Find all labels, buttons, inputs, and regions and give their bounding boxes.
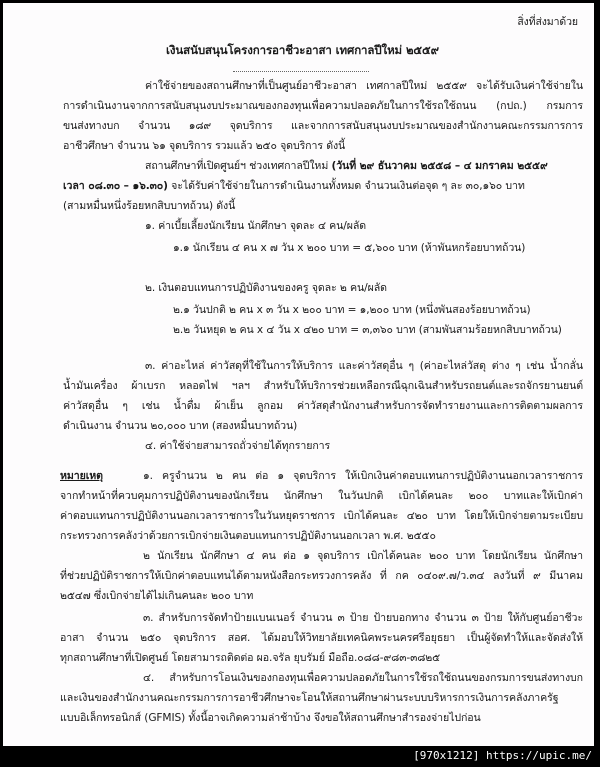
title-dotted-divider: [233, 71, 369, 72]
note-1-line: กระทรวงการคลังว่าด้วยการเบิกจ่ายเงินตอบแทนการปฏิบัติงานนอกเวลา พ.ศ. ๒๕๕๐: [60, 530, 436, 542]
item-3-line: ๓. ค่าอะไหล่ ค่าวัสดุที่ใช้ในการให้บริการ และค่าวัสดุอื่น ๆ (ค่าอะไหล่วัสดุ ต่าง ๆ เช่น น้ำกลั่น: [145, 360, 583, 372]
note-3-line: อาสา จำนวน ๒๕๐ จุดบริการ สอศ. ได้มอบให้วิทยาลัยเทคนิคพระนครศรีอยุธยา เป็นผู้จัดทำให้และจัดส่งให้: [60, 632, 583, 644]
note-2-line: ที่ช่วยปฏิบัติราชการให้เบิกค่าตอบแทนได้ตามหนังสือกระทรวงการคลัง ที่ กค ๐๔๐๙.๗/ว.๓๔ ลงวันที่ ๙ มีนาคม: [60, 570, 583, 582]
note-2-line: ๒๕๔๗ ซึ่งเบิกจ่ายได้ไม่เกินคนละ ๒๐๐ บาท: [60, 590, 254, 602]
note-4-line: ๔. สำหรับการโอนเงินของกองทุนเพื่อความปลอดภัยในการใช้รถใช้ถนนของกรมการขนส่งทางบก: [143, 672, 583, 684]
note-1-line: ๑. ครูจำนวน ๒ คน ต่อ ๑ จุดบริการ ให้เบิกเงินค่าตอบแทนการปฏิบัติงานนอกเวลาราชการ: [143, 470, 583, 482]
item-3-line: ดำเนินงาน จำนวน ๒๐,๐๐๐ บาท (สองหมื่นบาทถ้วน): [63, 420, 298, 432]
intro-line: อาชีวศึกษา จำนวน ๖๑ จุดบริการ รวมแล้ว ๒๕๐ จุดบริการ ดังนี้: [63, 140, 346, 152]
item-2-1: ๒.๑ วันปกติ ๒ คน x ๓ วัน x ๒๐๐ บาท = ๑,๒๐๐ บาท (หนึ่งพันสองร้อยบาทถ้วน): [173, 304, 531, 316]
note-3-line: ๓. สำหรับการจัดทำป้ายแบนเนอร์ จำนวน ๓ ป้าย ป้ายบอกทาง จำนวน ๓ ป้าย ให้กับศูนย์อาชีวะ: [143, 612, 583, 624]
note-4-line: แบบอิเล็กทรอนิกส์ (GFMIS) ทั้งนี้อาจเกิดความล่าช้าบ้าง จึงขอให้สถานศึกษาสำรองจ่ายไปก่อน: [60, 712, 481, 724]
item-3-line: น้ำมันเครื่อง ผ้าเบรก หลอดไฟ ฯลฯ สำหรับให้บริการช่วยเหลือกรณีฉุกเฉินสำหรับรถยนต์และรถจักรยานยนต์: [63, 380, 583, 392]
attachment-label: สิ่งที่ส่งมาด้วย: [517, 16, 578, 28]
document-title: เงินสนับสนุนโครงการอาชีวะอาสา เทศกาลปีใหม่ ๒๕๕๙: [166, 43, 439, 57]
period-amount-text: จะได้รับค่าใช้จ่ายในการดำเนินงานทั้งหมด จำนวนเงินต่อจุด ๆ ละ ๓๐,๑๖๐ บาท: [167, 180, 525, 192]
item-1-heading: ๑. ค่าเบี้ยเลี้ยงนักเรียน นักศึกษา จุดละ ๔ คน/ผลัด: [145, 220, 367, 232]
note-3-line: ทุกสถานศึกษาที่เปิดศูนย์ โดยสามารถติดต่อ ผอ.จรัล ยุบรัมย์ มือถือ.๐๘๘-๙๘๓-๓๘๒๕: [60, 652, 441, 664]
intro-line: ค่าใช้จ่ายของสถานศึกษาที่เป็นศูนย์อาชีวะอาสา เทศกาลปีใหม่ ๒๕๕๙ จะได้รับเงินค่าใช้จ่ายใน: [145, 80, 583, 92]
note-4-line: และเงินของสำนักงานคณะกรรมการการอาชีวศึกษาจะโอนให้สถานศึกษาผ่านระบบบริหารการเงินการคลังภาครัฐ: [60, 692, 559, 704]
document-page: [3, 3, 594, 746]
intro-line: ขนส่งทางบก จำนวน ๑๘๙ จุดบริการ และจากการสนับสนุนงบประมาณของสำนักงานคณะกรรมการการ: [63, 120, 583, 132]
period-prefix: สถานศึกษาที่เปิดศูนย์ฯ ช่วงเทศกาลปีใหม่: [145, 160, 332, 172]
note-2-line: ๒ นักเรียน นักศึกษา ๔ คน ต่อ ๑ จุดบริการ เบิกได้คนละ ๒๐๐ บาท โดยนักเรียน นักศึกษา: [143, 550, 583, 562]
intro-line: การดำเนินงานจากการสนับสนุนงบประมาณของกองทุนเพื่อความปลอดภัยในการใช้รถใช้ถนน (กปถ.) กรมการ: [63, 100, 583, 112]
period-dates: (วันที่ ๒๙ ธันวาคม ๒๕๕๘ – ๔ มกราคม ๒๕๕๙: [331, 160, 548, 172]
period-line-3: (สามหมื่นหนึ่งร้อยหกสิบบาทถ้วน) ดังนี้: [63, 200, 236, 212]
notes-label: หมายเหตุ: [60, 470, 103, 482]
period-line-1: [145, 159, 548, 173]
item-2-2: ๒.๒ วันหยุด ๒ คน x ๔ วัน x ๔๒๐ บาท = ๓,๓๖๐ บาท (สามพันสามร้อยหกสิบบาทถ้วน): [173, 324, 562, 336]
note-1-line: จากทำหน้าที่ควบคุมการปฏิบัติงานของนักเรียน นักศึกษา ในวันปกติ เบิกได้คนละ ๒๐๐ บาทและให้เบิกค่า: [60, 490, 583, 502]
item-2-heading: ๒. เงินตอบแทนการปฏิบัติงานของครู จุดละ ๒ คน/ผลัด: [145, 282, 387, 294]
note-1-line: ค่าตอบแทนการปฏิบัติงานนอกเวลาราชการในวันหยุดราชการ เบิกได้คนละ ๔๒๐ บาท โดยให้เบิกจ่ายตามระเบียบ: [60, 510, 583, 522]
image-host-watermark: [970x1212] https://upic.me/: [413, 749, 592, 762]
item-4-heading: ๔. ค่าใช้จ่ายสามารถถั่วจ่ายได้ทุกรายการ: [145, 440, 331, 452]
item-1-1: ๑.๑ นักเรียน ๔ คน x ๗ วัน x ๒๐๐ บาท = ๕,๖๐๐ บาท (ห้าพันหกร้อยบาทถ้วน): [173, 242, 526, 254]
period-line-2: [63, 179, 525, 193]
period-time: เวลา ๐๘.๓๐ – ๑๖.๓๐): [63, 180, 168, 192]
item-3-line: ค่าวัสดุอื่น ๆ เช่น น้ำดื่ม ผ้าเย็น ลูกอม ค่าวัสดุสำนักงานสำหรับการจัดทำรายงานและการติดตามผลการ: [63, 400, 583, 412]
